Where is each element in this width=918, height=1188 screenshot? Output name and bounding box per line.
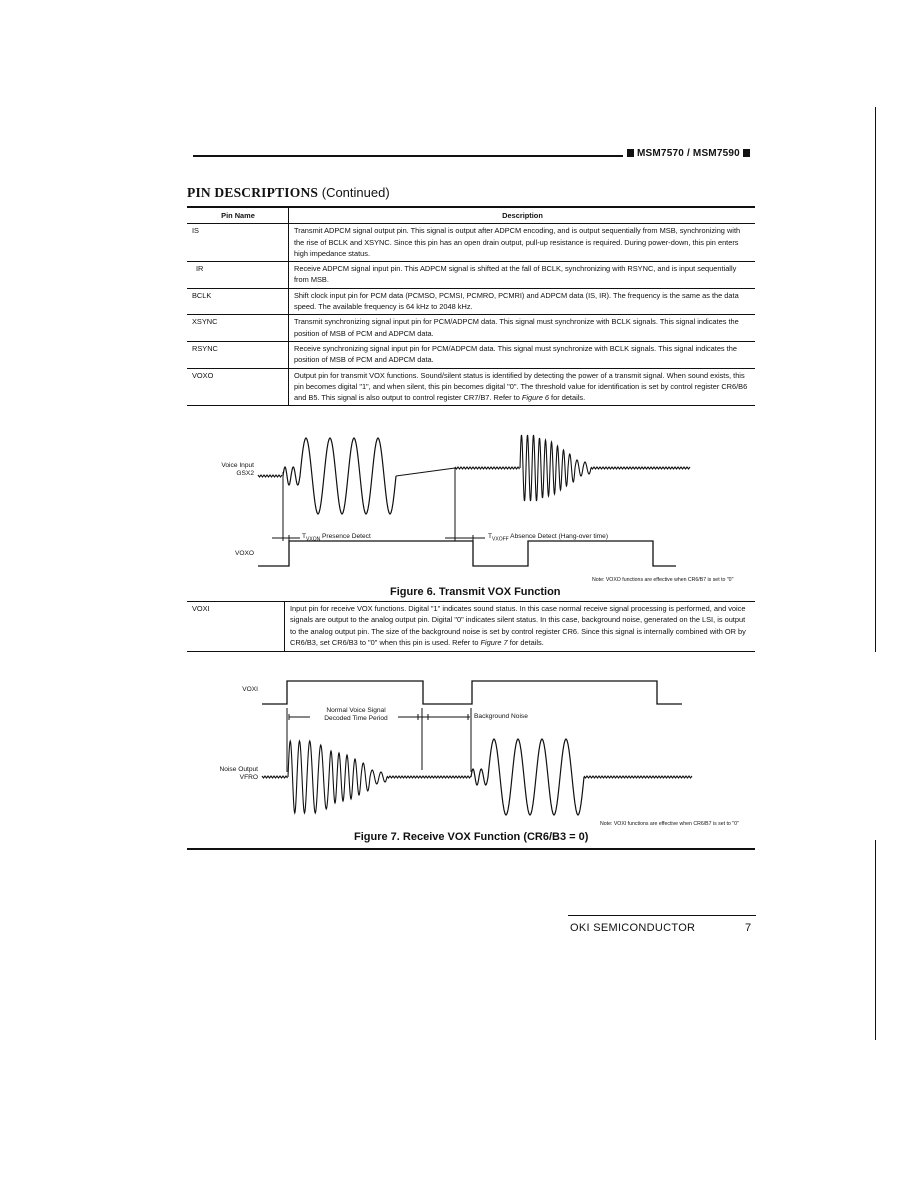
- t-vxon-label: $T_{VXON}$ Presence Detect: [302, 533, 371, 543]
- voxi-signal-label: VOXI: [242, 686, 258, 693]
- desc-text: Input pin for receive VOX functions. Digital "1" indicates sound status. In this case normal receive signal processing is performed, and voice signals are output to the analog output pin. Digital "0" indicates silent status. In this case, background noise, generated on the LSI, is output to the analog output pin. The size of the background noise is set by control register CR6. Since this signal is internally combined with OR by CR6/B3, set CR6/B3 to "0" when this pin is used. Refer to: [290, 604, 746, 647]
- section-title-suffix: (Continued): [321, 185, 390, 200]
- figure-7-caption: Figure 7. Receive VOX Function (CR6/B3 = 0): [354, 831, 589, 843]
- column-header-pin-name: Pin Name: [187, 207, 289, 224]
- pin-description: Receive ADPCM signal input pin. This ADPCM signal is shifted at the fall of BCLK, synchronizing with RSYNC, and is input sequentially from MSB.: [289, 262, 756, 289]
- pin-description: Transmit synchronizing signal input pin for PCM/ADPCM data. This signal must synchronize with BCLK signals. This signal indicates the position of MSB of PCM and ADPCM data.: [289, 315, 756, 342]
- pin-name: VOXO: [187, 368, 289, 406]
- column-header-description: Description: [502, 211, 543, 220]
- figure-6-caption: Figure 6. Transmit VOX Function: [390, 586, 561, 598]
- normal-voice-period-label: [306, 707, 406, 723]
- scan-edge-line: [875, 107, 876, 652]
- figure-7-note: Note: VOXI functions are effective when CR6/B7 is set to "0": [600, 821, 739, 827]
- background-noise-label: Background Noise: [474, 713, 528, 720]
- voice-input-label-line2: GSX2: [236, 470, 254, 477]
- desc-text: for details.: [507, 637, 544, 647]
- voxo-signal-label: VOXO: [234, 550, 254, 557]
- desc-text: Output pin for transmit VOX functions. Sound/silent status is identified by detecting the power of a transmit signal. When sound exists, this pin becomes digital "1", and when silent, this pin becomes digital "0". The threshold value for identification is set by control register CR6/B6 and B5. This signal is also output to control register CR7/B7. Refer to: [294, 370, 748, 403]
- pin-name: BCLK: [187, 288, 289, 315]
- noise-segment: [262, 776, 288, 778]
- divider: [187, 848, 755, 850]
- pin-name: IR: [187, 262, 289, 289]
- product-name: MSM7570 / MSM7590: [637, 148, 740, 159]
- noise-segment: [387, 776, 471, 778]
- desc-text: for details.: [548, 393, 586, 403]
- pin-name: XSYNC: [187, 315, 289, 342]
- figure-6-note: Note: VOXO functions are effective when CR6/B7 is set to "0": [592, 577, 734, 583]
- period-label-line2: Decoded Time Period: [324, 715, 388, 722]
- pin-name: VOXI: [187, 602, 285, 652]
- voice-input-label-line1: Voice Input: [221, 462, 254, 469]
- pin-name: RSYNC: [187, 341, 289, 368]
- footer-rule: [568, 915, 756, 916]
- background-noise-waveform: [471, 739, 584, 815]
- pin-description: Receive synchronizing signal input pin for PCM/ADPCM data. This signal must synchronize with BCLK signals. This signal indicates the position of MSB of PCM and ADPCM data.: [289, 341, 756, 368]
- figure-reference-link[interactable]: Figure 7: [480, 637, 508, 647]
- footer-company: OKI SEMICONDUCTOR: [570, 922, 696, 934]
- voice-waveform: [288, 741, 387, 813]
- t-vxoff-label: $T_{VXOFF}$ Absence Detect (Hang-over time): [488, 533, 609, 543]
- pin-description: Transmit ADPCM signal output pin. This signal is output after ADPCM encoding, and is output sequentially from MSB, synchronizing with the rise of BCLK and XSYNC. Since this pin has an open drain output, pull-up resistance is required. During power-down, this pin enters high impedance status.: [289, 224, 756, 262]
- voxi-digital-waveform: [262, 681, 682, 704]
- noise-segment: [584, 776, 692, 778]
- period-label-line1: Normal Voice Signal: [326, 707, 386, 714]
- page-number: 7: [745, 922, 752, 934]
- noise-output-label-line2: VFRO: [239, 774, 258, 781]
- scan-edge-line: [875, 840, 876, 1040]
- pin-name: IS: [187, 224, 289, 262]
- figure-reference-link[interactable]: Figure 6: [521, 393, 549, 403]
- section-title-bold: PIN DESCRIPTIONS: [187, 185, 319, 200]
- pin-description: Shift clock input pin for PCM data (PCMSO, PCMSI, PCMRO, PCMRI) and ADPCM data (IS, IR). The frequency is the same as the data speed. The available frequency is 64 kHz to 2048 kHz.: [289, 288, 756, 315]
- noise-output-label-line1: Noise Output: [219, 766, 258, 773]
